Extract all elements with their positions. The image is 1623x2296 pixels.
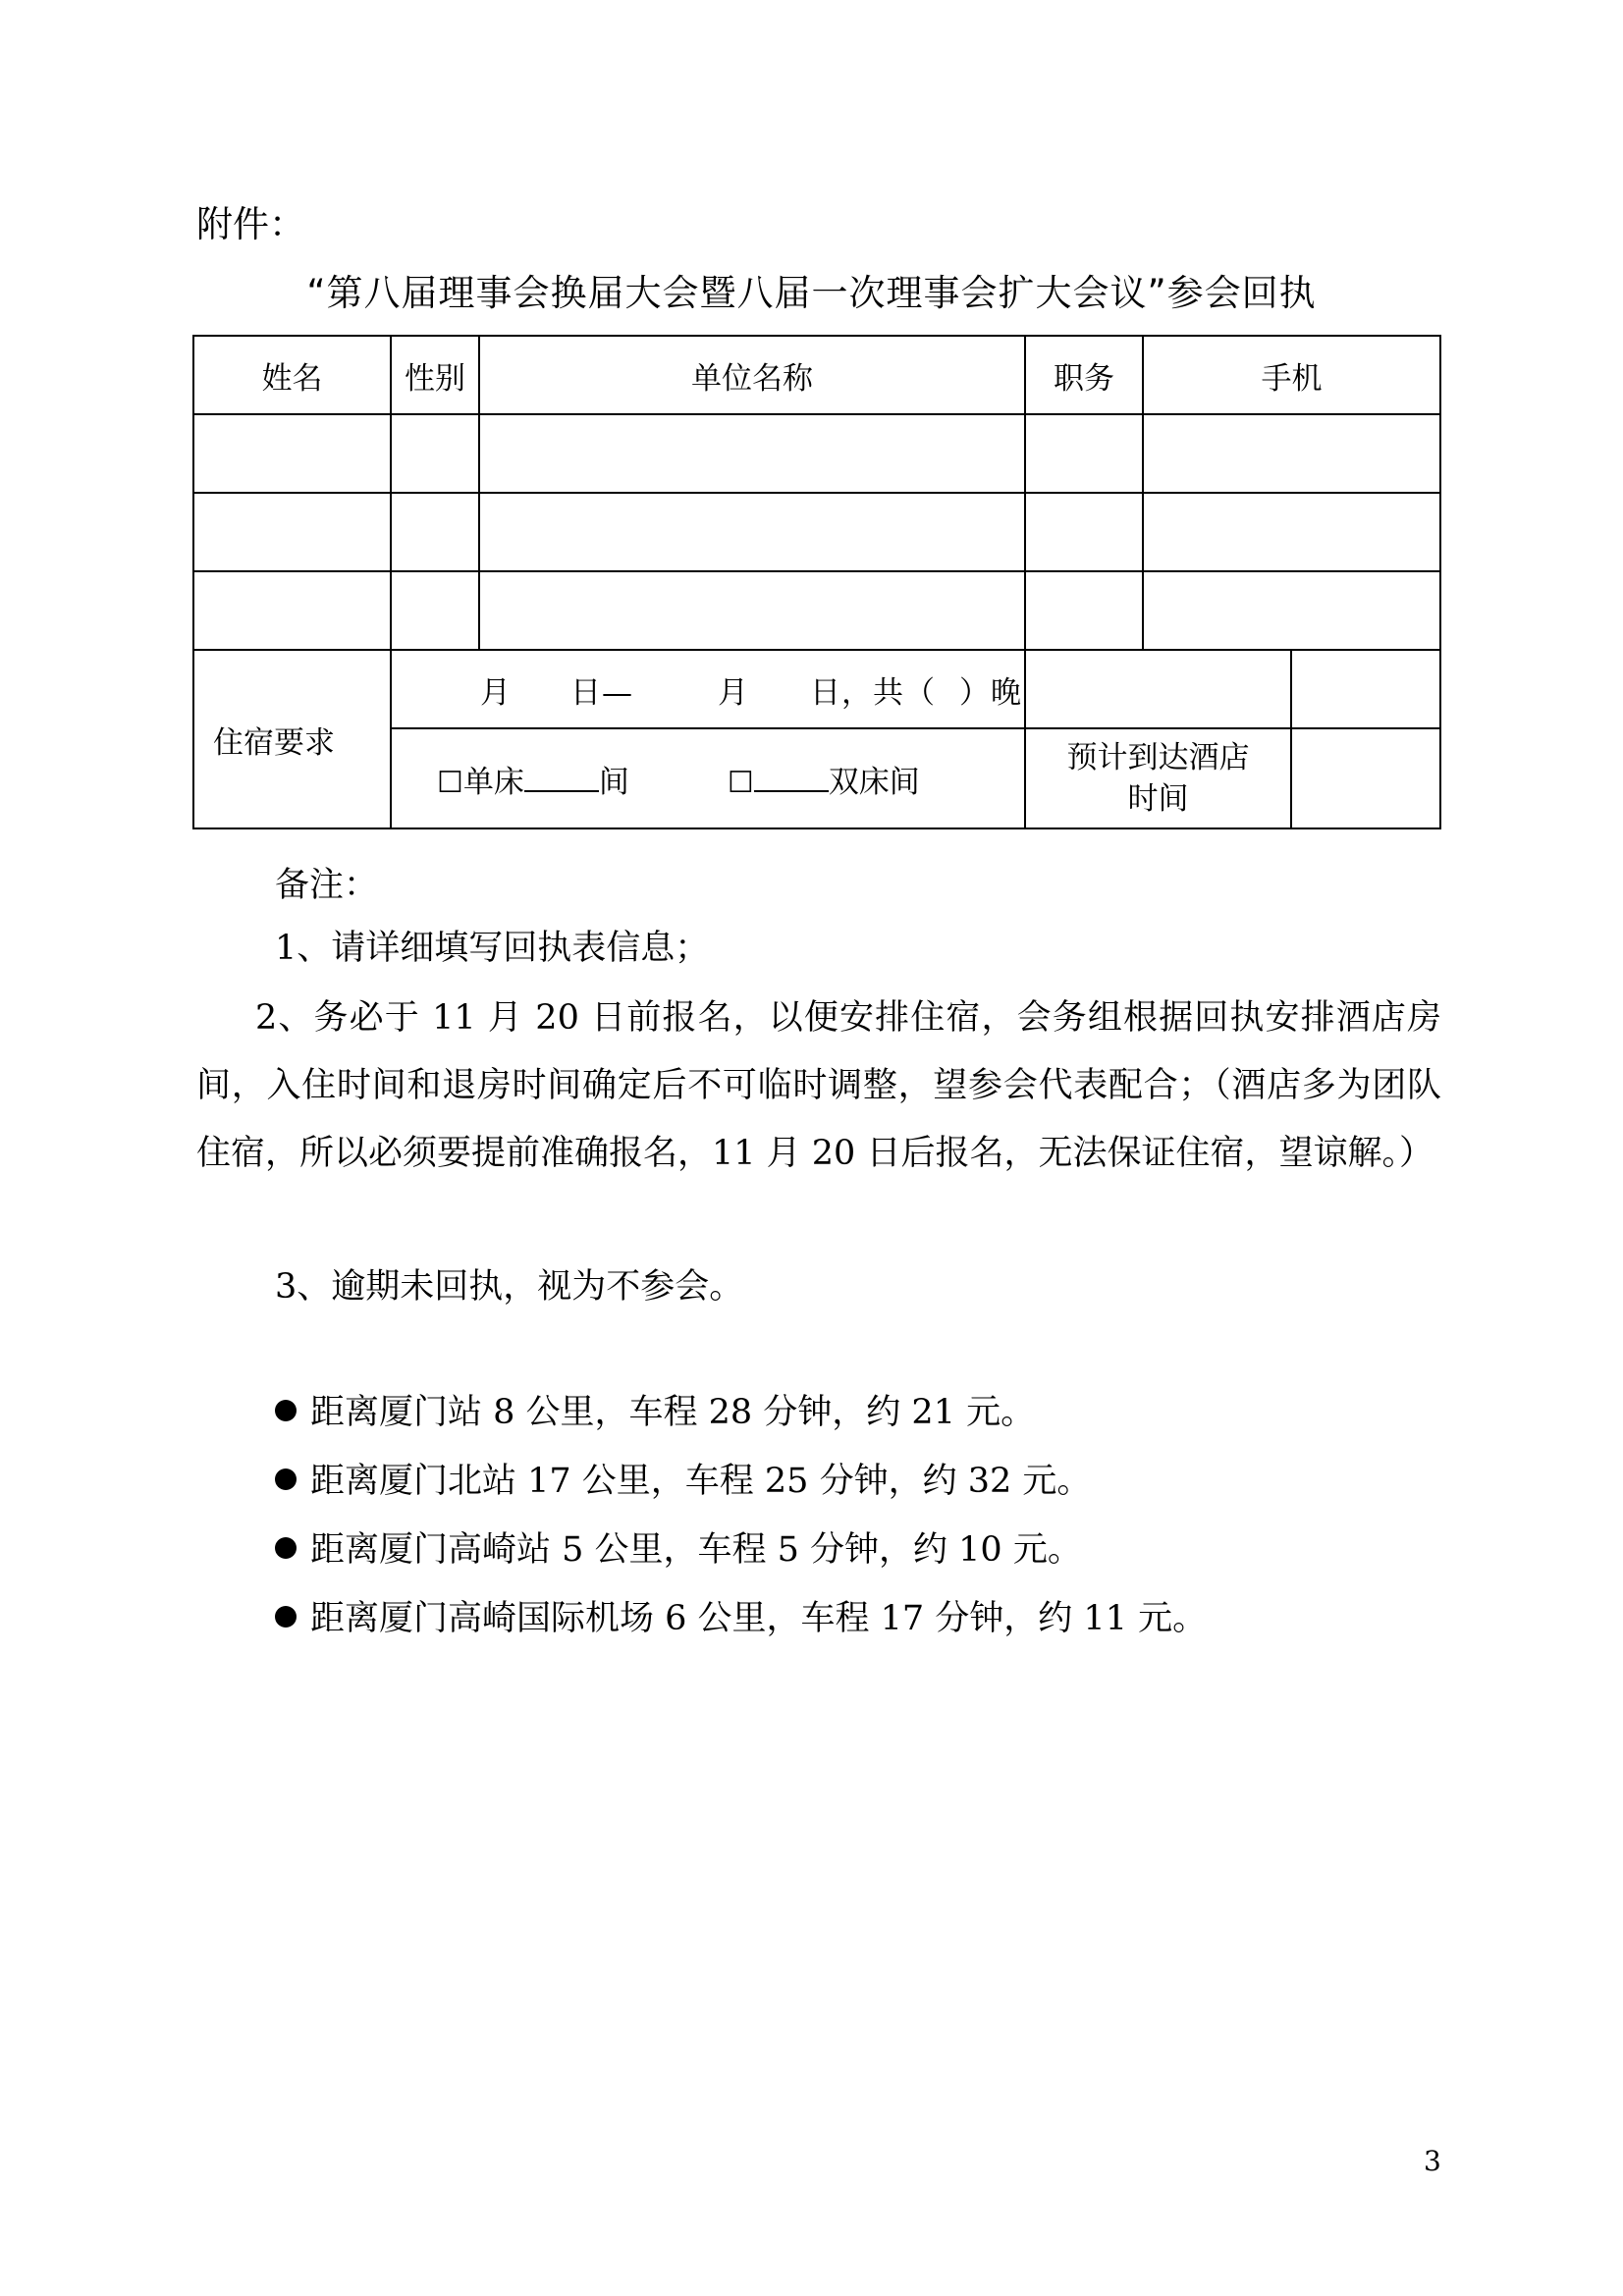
double-room-checkbox[interactable]: ☐ [727, 765, 754, 800]
bullet-icon [275, 1400, 297, 1421]
name-cell[interactable] [193, 493, 391, 571]
gender-cell[interactable] [391, 571, 479, 650]
table-row [193, 414, 1440, 493]
single-room-checkbox[interactable]: ☐ [437, 765, 463, 800]
distance-text: 距离厦门站 8 公里，车程 28 分钟，约 21 元。 [310, 1393, 1036, 1432]
page-number: 3 [1424, 2145, 1441, 2177]
month-2: 月 [718, 674, 749, 711]
stay-date-row [193, 650, 1440, 728]
distance-text: 距离厦门北站 17 公里，车程 25 分钟，约 32 元。 [310, 1462, 1092, 1501]
position-cell[interactable] [1025, 571, 1143, 650]
day-2-total: 日，共（ [810, 674, 936, 711]
arrival-time-input[interactable] [1291, 728, 1440, 828]
list-item [275, 1522, 1082, 1572]
bullet-icon [275, 1537, 297, 1559]
list-item [275, 1385, 1035, 1434]
month-1: 月 [480, 674, 512, 711]
registration-form-table [192, 335, 1441, 829]
double-room-count-blank[interactable] [754, 765, 829, 792]
stay-label-spacer [353, 650, 391, 828]
position-cell[interactable] [1025, 414, 1143, 493]
organization-cell[interactable] [479, 493, 1025, 571]
notes-label: 备注： [275, 866, 379, 905]
name-cell[interactable] [193, 571, 391, 650]
list-item [275, 1454, 1091, 1503]
stay-requirement-label: 住宿要求 [193, 650, 353, 828]
note-item-1: 1、请详细填写回执表信息； [275, 929, 710, 968]
single-room-label: 单床 [462, 764, 524, 800]
single-room-unit: 间 [598, 764, 629, 800]
table-header-row [193, 336, 1440, 414]
double-room-label: 双床间 [828, 764, 920, 800]
header-mobile: 手机 [1143, 336, 1440, 414]
attachment-label: 附件： [196, 203, 305, 245]
distance-text: 距离厦门高崎站 5 公里，车程 5 分钟，约 10 元。 [310, 1530, 1082, 1570]
name-cell[interactable] [193, 414, 391, 493]
stay-extra-cell-2[interactable] [1291, 650, 1440, 728]
single-room-count-blank[interactable] [524, 765, 599, 792]
header-name: 姓名 [193, 336, 391, 414]
list-item [275, 1591, 1207, 1640]
header-gender: 性别 [391, 336, 479, 414]
organization-cell[interactable] [479, 571, 1025, 650]
table-row [193, 493, 1440, 571]
header-position: 职务 [1025, 336, 1143, 414]
note-item-2: 2、务必于 11 月 20 日前报名，以便安排住宿，会务组根据回执安排酒店房间，入住时间和退房时间确定后不可临时调整，望参会代表配合；（酒店多为团队住宿，所以必须要提前准确报名，11 月 20 日后报名，无法保证住宿，望谅解。） [196, 998, 1441, 1173]
stay-extra-cell[interactable] [1025, 650, 1291, 728]
bullet-icon [275, 1468, 297, 1490]
table-row [193, 571, 1440, 650]
note-item-3: 3、逾期未回执，视为不参会。 [275, 1267, 744, 1307]
bullet-icon [275, 1606, 297, 1628]
gender-cell[interactable] [391, 493, 479, 571]
gender-cell[interactable] [391, 414, 479, 493]
room-type-cell [391, 728, 1025, 828]
mobile-cell[interactable] [1143, 414, 1440, 493]
mobile-cell[interactable] [1143, 571, 1440, 650]
nights-label: ）晚 [959, 674, 1022, 711]
arrival-label-line-1: 预计到达酒店 [1066, 740, 1250, 775]
distance-text: 距离厦门高崎国际机场 6 公里，车程 17 分钟，约 11 元。 [310, 1599, 1208, 1638]
day-1: 日— [570, 674, 633, 711]
header-organization: 单位名称 [479, 336, 1025, 414]
mobile-cell[interactable] [1143, 493, 1440, 571]
arrival-label-line-2: 时间 [1127, 781, 1189, 817]
arrival-time-label [1025, 728, 1291, 828]
page-title: “第八届理事会换届大会暨八届一次理事会扩大会议”参会回执 [306, 272, 1317, 314]
organization-cell[interactable] [479, 414, 1025, 493]
stay-date-cell[interactable] [391, 650, 1025, 728]
position-cell[interactable] [1025, 493, 1143, 571]
